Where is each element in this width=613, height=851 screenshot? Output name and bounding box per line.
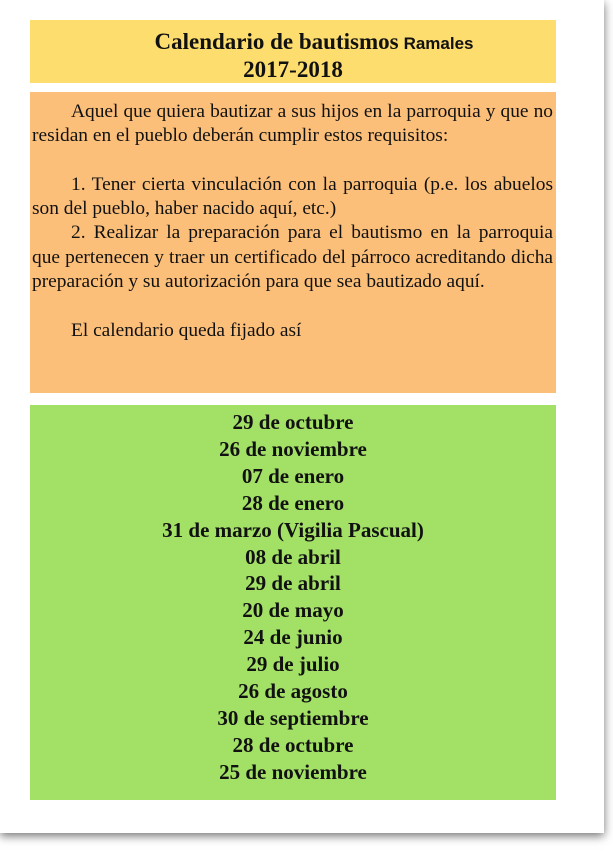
intro-paragraph: Aquel que quiera bautizar a sus hijos en la parroquia y que no residan en el pueblo deberán cumplir estos requisitos: bbox=[32, 101, 553, 147]
header-box bbox=[30, 20, 556, 83]
date-item: 07 de enero bbox=[241, 463, 345, 488]
date-item: 08 de abril bbox=[245, 544, 341, 569]
date-item: 20 de mayo bbox=[242, 598, 344, 623]
location-label: Ramales bbox=[403, 34, 474, 53]
date-item: 29 de abril bbox=[245, 571, 341, 596]
title-line bbox=[30, 30, 556, 56]
date-item: 30 de septiembre bbox=[217, 705, 369, 730]
date-item: 29 de julio bbox=[246, 652, 340, 677]
date-item: 31 de marzo (Vigilia Pascual) bbox=[162, 517, 424, 542]
date-item: 24 de junio bbox=[243, 625, 343, 650]
years-label: 2017-2018 bbox=[243, 57, 343, 82]
date-item: 26 de agosto bbox=[238, 679, 348, 704]
date-item: 25 de noviembre bbox=[219, 759, 367, 784]
date-item: 28 de octubre bbox=[232, 732, 354, 757]
requirements-box bbox=[30, 92, 556, 393]
page-title: Calendario de bautismos bbox=[154, 29, 399, 54]
date-item: 29 de octubre bbox=[232, 410, 354, 434]
dates-box bbox=[30, 405, 556, 800]
closing-paragraph: El calendario queda fijado así bbox=[71, 319, 302, 341]
requirement-1: 1. Tener cierta vinculación con la parroquia (p.e. los abuelos son del pueblo, haber nacido aquí, etc.) bbox=[32, 173, 553, 220]
date-item: 26 de noviembre bbox=[219, 436, 367, 461]
date-item: 28 de enero bbox=[241, 490, 345, 515]
requirement-2: 2. Realizar la preparación para el bautismo en la parroquia que pertenecen y traer un certificado del párroco acreditando dicha preparación y su autorización para que sea bautizado aquí. bbox=[32, 222, 553, 293]
